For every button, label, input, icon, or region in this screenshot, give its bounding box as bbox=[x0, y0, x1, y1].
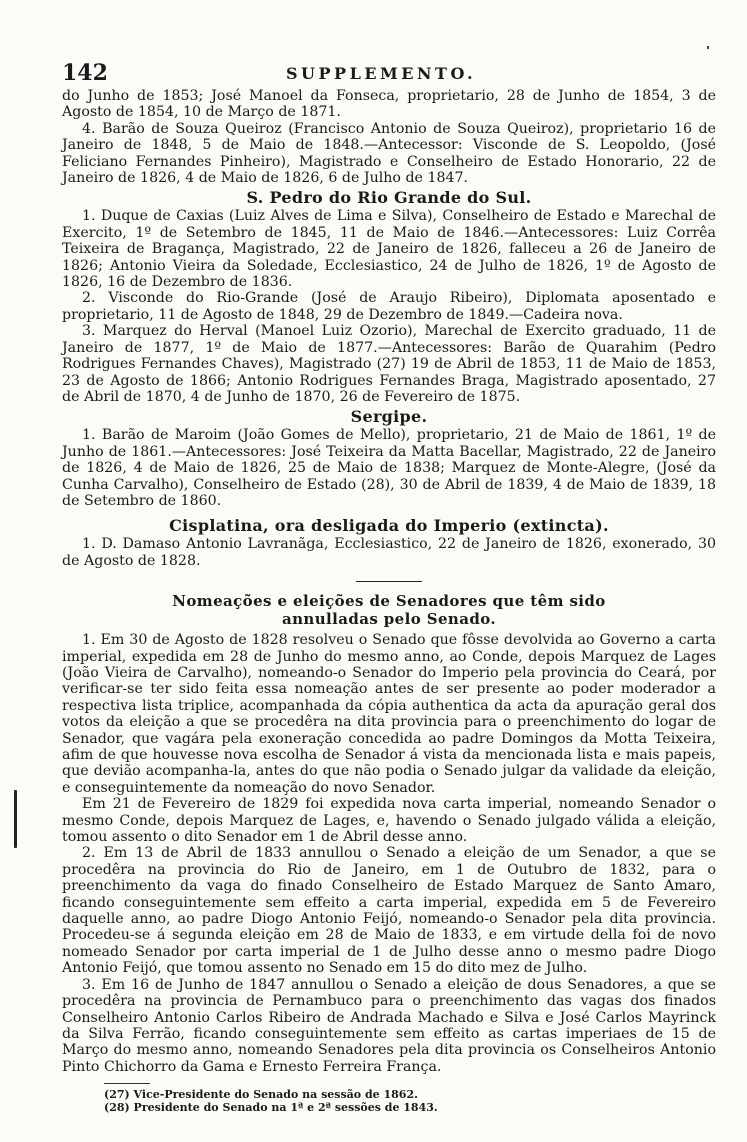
section-title: Sergipe. bbox=[350, 407, 428, 427]
paragraph: Em 21 de Fevereiro de 1829 foi expedida nova carta imperial, nomeando Senador o mesmo Conde, depois Marquez de Lages, e, havendo o Senado julgado válida a eleição, tomou assento o dito Senador em 1 de Abril desse anno. bbox=[62, 796, 716, 846]
paragraph: 1. Em 30 de Agosto de 1828 resolveu o Senado que fôsse devolvida ao Governo a carta imperial, expedida em 28 de Junho do mesmo anno, ao Conde, depois Marquez de Lages (João Vieira de Carvalho), nomeando-o Senador do Imperio pela provincia do Ceará, por verificar-se ter sido feita essa nomeação antes de ser presente ao poder moderador a respectiva lista triplice, acompanhada da cópia authentica da acta da apuração geral dos votos da eleição a que se procedêra na dita provincia para o preenchimento do logar de Senador, que vagára pela exoneração concedida ao padre Domingos da Motta Teixeira, afim de que houvesse nova escolha de Senador á vista da mencionada lista e mais papeis, que devião acompanha-la, antes do que não podia o Senado julgar da validade da eleição, e conseguintemente da nomeação do novo Senador. bbox=[62, 632, 716, 796]
paragraph: 3. Em 16 de Junho de 1847 annullou o Senado a eleição de dous Senadores, a que se procedêra na provincia de Pernambuco para o preenchimento das vagas dos finados Conselheiro Antonio Carlos Ribeiro de Andrada Machado e Silva e José Carlos Mayrinck da Silva Ferrão, ficando conseguintemente sem effeito as cartas imperiaes de 15 de Março do mesmo anno, nomeando Senadores pela dita provincia os Conselheiros Antonio Pinto Chichorro da Gama e Ernesto Ferreira França. bbox=[62, 976, 716, 1075]
margin-mark bbox=[14, 790, 17, 848]
section-title: Cisplatina, ora desligada do Imperio (extincta). bbox=[169, 516, 609, 536]
page-number: 142 bbox=[62, 60, 108, 86]
paragraph: 1. Duque de Caxias (Luiz Alves de Lima e Silva), Conselheiro de Estado e Marechal de Exercito, 1º de Setembro de 1845, 11 de Maio de 1846.—Antecessores: Luiz Corrêa Teixeira de Bragança, Magistrado, 22 de Janeiro de 1826, falleceu a 26 de Janeiro de 1826; Antonio Vieira da Soledade, Ecclesiastico, 24 de Julho de 1826, 1º de Agosto de 1826, 16 de Dezembro de 1836. bbox=[62, 208, 716, 291]
page-body bbox=[62, 88, 716, 1114]
paragraph: 1. Barão de Maroim (João Gomes de Mello), proprietario, 21 de Maio de 1861, 1º de Junho de 1861.—Antecessores: José Teixeira da Matta Bacellar, Magistrado, 22 de Janeiro de 1826, 4 de Maio de 1826, 25 de Maio de 1838; Marquez de Monte-Alegre, (José da Cunha Carvalho), Conselheiro de Estado (28), 30 de Abril de 1839, 4 de Maio de 1839, 18 de Setembro de 1860. bbox=[62, 427, 716, 509]
section-title: Nomeações e eleições de Senadores que têm sido annulladas pelo Senado. bbox=[172, 592, 606, 629]
paragraph: do Junho de 1853; José Manoel da Fonseca, proprietario, 28 de Junho de 1854, 3 de Agosto de 1854, 10 de Março de 1871. bbox=[62, 88, 716, 121]
paragraph: 4. Barão de Souza Queiroz (Francisco Antonio de Souza Queiroz), proprietario 16 de Janeiro de 1848, 5 de Maio de 1848.—Antecessor: Visconde de S. Leopoldo, (José Feliciano Fernandes Pinheiro), Magistrado e Conselheiro de Estado Honorario, 22 de Janeiro de 1826, 4 de Maio de 1826, 6 de Julho de 1847. bbox=[62, 120, 716, 187]
paragraph: 3. Marquez do Herval (Manoel Luiz Ozorio), Marechal de Exercito graduado, 11 de Janeiro de 1877, 1º de Maio de 1877.—Antecessores: Barão de Quarahim (Pedro Rodrigues Fernandes Chaves), Magistrado (27) 19 de Abril de 1853, 11 de Maio de 1853, 23 de Agosto de 1866; Antonio Rodrigues Fernandes Braga, Magistrado aposentado, 27 de Abril de 1870, 4 de Junho de 1870, 26 de Fevereiro de 1875. bbox=[62, 323, 716, 405]
footnote: (27) Vice-Presidente do Senado na sessão de 1862. bbox=[104, 1088, 418, 1102]
scan-speck bbox=[707, 46, 709, 49]
paragraph: 1. D. Damaso Antonio Lavranãga, Ecclesiastico, 22 de Janeiro de 1826, exonerado, 30 de Agosto de 1828. bbox=[62, 536, 716, 569]
section-title: S. Pedro do Rio Grande do Sul. bbox=[246, 188, 532, 208]
running-title: SUPPLEMENTO. bbox=[286, 64, 477, 83]
paragraph: 2. Visconde do Rio-Grande (José de Araujo Ribeiro), Diplomata aposentado e proprietario, 11 de Agosto de 1848, 29 de Dezembro de 1849.—Cadeira nova. bbox=[62, 290, 716, 323]
section-divider bbox=[356, 581, 422, 582]
footnote: (28) Presidente do Senado na 1ª e 2ª sessões de 1843. bbox=[104, 1101, 438, 1115]
footnote-divider bbox=[104, 1083, 150, 1084]
paragraph: 2. Em 13 de Abril de 1833 annullou o Senado a eleição de um Senador, a que se procedêra na provincia do Rio de Janeiro, em 1 de Outubro de 1832, para o preenchimento da vaga do finado Conselheiro de Estado Marquez de Santo Amaro, ficando conseguintemente sem effeito a carta imperial, expedida em 5 de Fevereiro daquelle anno, ao padre Diogo Antonio Feijó, nomeando-o Senador pela dita provincia. Procedeu-se á segunda eleição em 28 de Maio de 1833, e em virtude della foi de novo nomeado Senador por carta imperial de 1 de Julho desse anno o mesmo padre Diogo Antonio Feijó, que tomou assento no Senado em 15 do dito mez de Julho. bbox=[62, 845, 716, 977]
